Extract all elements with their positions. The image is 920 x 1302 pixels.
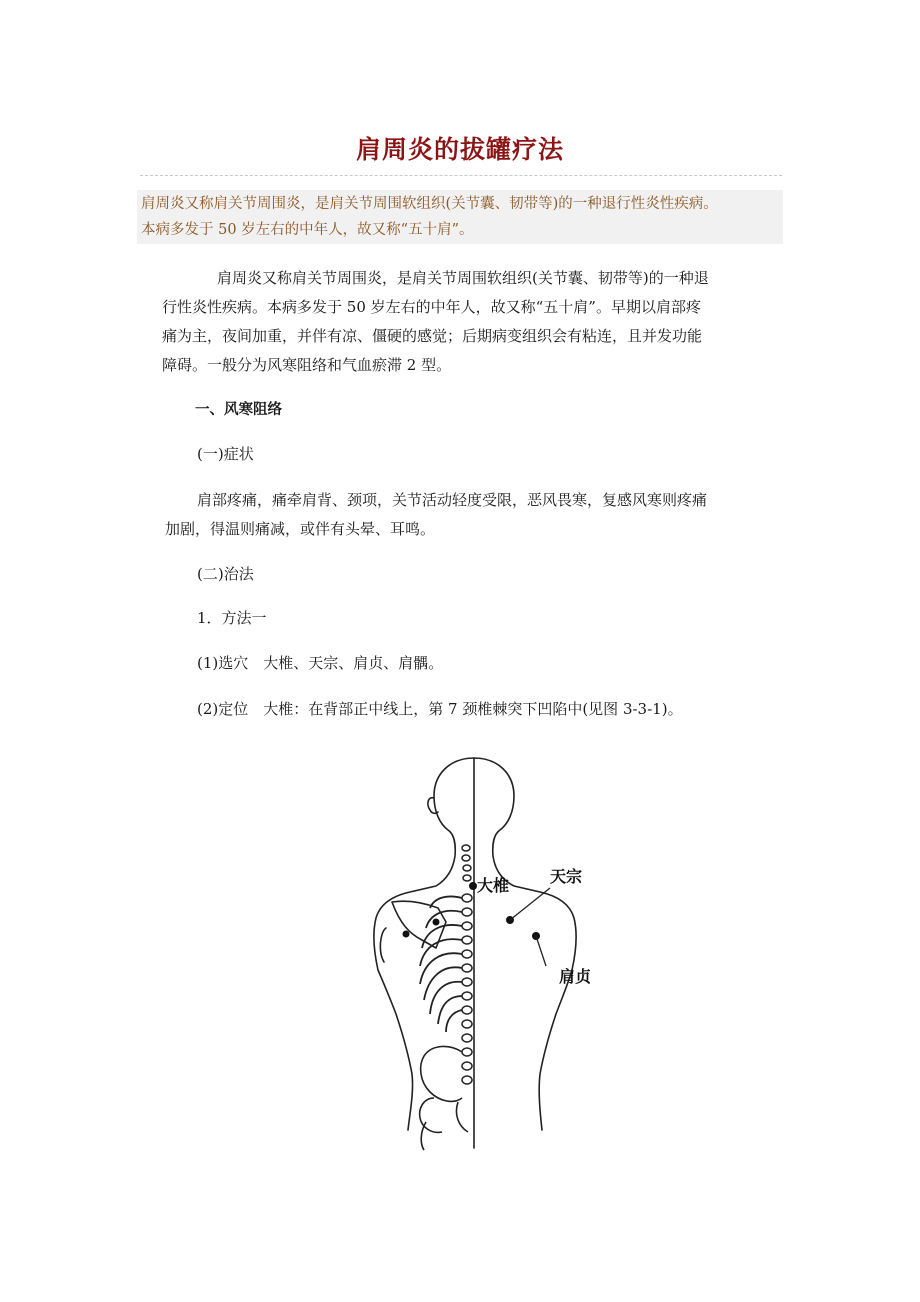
symptoms-line: 加剧，得温则痛减，或伴有头晕、耳鸣。 bbox=[165, 520, 436, 538]
intro-paragraph bbox=[162, 264, 709, 380]
left-shoulder-point bbox=[433, 919, 440, 926]
summary-line: 本病多发于 50 岁左右的中年人，故又称“五十肩”。 bbox=[141, 222, 474, 238]
acupoint-figure bbox=[350, 752, 612, 1154]
label-dazhui: 大椎 bbox=[477, 876, 510, 895]
page-title: 肩周炎的拔罐疗法 bbox=[355, 135, 564, 164]
title-divider bbox=[140, 175, 782, 176]
left-arm-point bbox=[403, 931, 410, 938]
treatment-label: (二)治法 bbox=[197, 565, 254, 583]
intro-line: 痛为主，夜间加重，并伴有凉、僵硬的感觉；后期病变组织会有粘连，且并发功能 bbox=[162, 327, 703, 345]
section-heading: 一、风寒阻络 bbox=[195, 402, 282, 418]
summary-box bbox=[137, 190, 783, 244]
symptoms-paragraph bbox=[165, 486, 707, 544]
acupoint-selection: (1)选穴 大椎、天宗、肩贞、肩髃。 bbox=[197, 654, 444, 672]
dazhui-point bbox=[469, 882, 477, 890]
symptoms-label: (一)症状 bbox=[197, 445, 254, 463]
intro-line: 障碍。一般分为风寒阻络和气血瘀滞 2 型。 bbox=[162, 356, 452, 374]
method-label: 1．方法一 bbox=[197, 609, 267, 627]
label-jianzhen: 肩贞 bbox=[559, 967, 592, 986]
intro-line: 行性炎性疾病。本病多发于 50 岁左右的中年人，故又称“五十肩”。早期以肩部疼 bbox=[162, 298, 701, 316]
intro-line: 肩周炎又称肩关节周围炎，是肩关节周围软组织(关节囊、韧带等)的一种退 bbox=[217, 269, 709, 287]
summary-line: 肩周炎又称肩关节周围炎，是肩关节周围软组织(关节囊、韧带等)的一种退行性炎性疾病。 bbox=[141, 196, 718, 212]
back-anatomy-illustration bbox=[350, 752, 612, 1154]
acupoint-location: (2)定位 大椎：在背部正中线上，第 7 颈椎棘突下凹陷中(见图 3-3-1)。 bbox=[197, 700, 683, 718]
symptoms-line: 肩部疼痛，痛牵肩背、颈项，关节活动轻度受限，恶风畏寒，复感风寒则疼痛 bbox=[197, 491, 708, 509]
label-tianzong: 天宗 bbox=[550, 867, 583, 886]
